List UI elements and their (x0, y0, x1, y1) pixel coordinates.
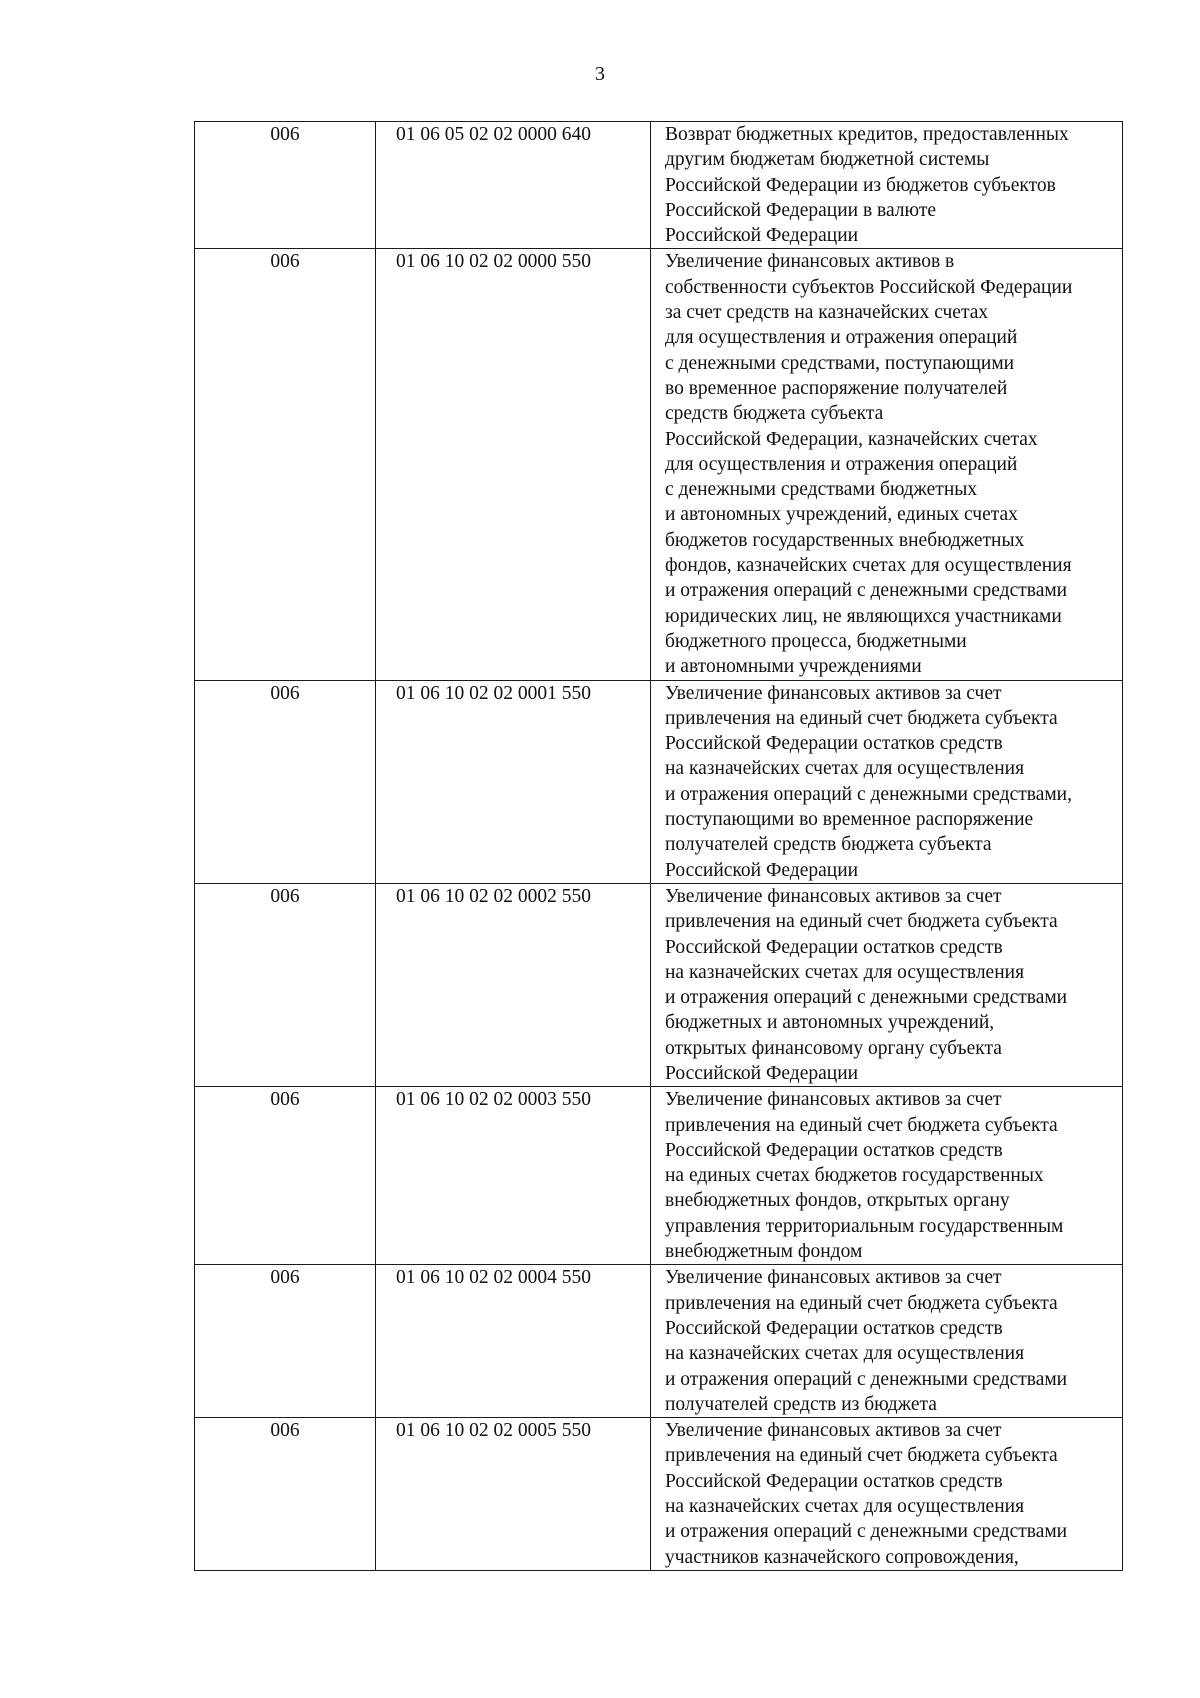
description-line: на единых счетах бюджетов государственных (665, 1165, 1044, 1187)
description-line: Увеличение финансовых активов за счет (665, 1089, 1002, 1111)
classification-code-cell: 01 06 10 02 02 0002 550 (376, 883, 651, 1086)
description-cell (651, 1087, 1123, 1265)
description-line: получателей средств бюджета субъекта (665, 834, 992, 856)
description-line: привлечения на единый счет бюджета субъекта (665, 1292, 1058, 1314)
description-line: на казначейских счетах для осуществления (665, 758, 1025, 780)
description-line: Российской Федерации, казначейских счетах (665, 428, 1038, 450)
description-line: поступающими во временное распоряжение (665, 809, 1034, 831)
description-line: Российской Федерации остатков средств (665, 1317, 1003, 1339)
classification-code-cell: 01 06 10 02 02 0005 550 (376, 1418, 651, 1571)
description-cell (651, 680, 1123, 883)
description-line: на казначейских счетах для осуществления (665, 961, 1025, 983)
description-line: с денежными средствами, поступающими (665, 352, 1015, 374)
description-line: бюджетов государственных внебюджетных (665, 529, 1025, 551)
description-line: средств бюджета субъекта (665, 403, 884, 425)
description-line: и автономными учреждениями (665, 656, 922, 678)
description-line: Увеличение финансовых активов за счет (665, 682, 1002, 704)
description-line: участников казначейского сопровождения, (665, 1546, 1019, 1568)
classification-code-cell: 01 06 10 02 02 0003 550 (376, 1087, 651, 1265)
page-number: 3 (595, 63, 605, 85)
description-line: для осуществления и отражения операций (665, 453, 1018, 475)
description-line: с денежными средствами бюджетных (665, 479, 978, 501)
classification-code-cell: 01 06 10 02 02 0004 550 (376, 1265, 651, 1418)
description-line: получателей средств из бюджета (665, 1393, 937, 1415)
admin-code-cell: 006 (195, 680, 376, 883)
description-line: и отражения операций с денежными средствами (665, 987, 1068, 1009)
description-line: Российской Федерации в валюте (665, 199, 937, 221)
description-line: и отражения операций с денежными средствами (665, 580, 1068, 602)
description-line: и отражения операций с денежными средствами, (665, 783, 1072, 805)
description-line: Российской Федерации (665, 859, 859, 881)
description-cell (651, 1265, 1123, 1418)
description-line: на казначейских счетах для осуществления (665, 1343, 1025, 1365)
description-cell (651, 1418, 1123, 1571)
admin-code-cell: 006 (195, 122, 376, 249)
description-line: управления территориальным государственным (665, 1215, 1064, 1237)
description-line: Увеличение финансовых активов за счет (665, 1267, 1002, 1289)
description-line: и отражения операций с денежными средствами (665, 1368, 1068, 1390)
description-line: привлечения на единый счет бюджета субъекта (665, 911, 1058, 933)
description-line: бюджетного процесса, бюджетными (665, 630, 967, 652)
description-line: открытых финансовому органу субъекта (665, 1037, 1002, 1059)
table-row (195, 122, 1123, 249)
classification-code-cell: 01 06 10 02 02 0000 550 (376, 249, 651, 680)
description-cell (651, 122, 1123, 249)
description-cell (651, 249, 1123, 680)
table-row (195, 883, 1123, 1086)
description-cell (651, 883, 1123, 1086)
description-line: Российской Федерации остатков средств (665, 936, 1003, 958)
description-line: Российской Федерации (665, 1062, 859, 1084)
admin-code-cell: 006 (195, 1418, 376, 1571)
description-line: Российской Федерации (665, 225, 859, 247)
description-line: юридических лиц, не являющихся участниками (665, 605, 1062, 627)
admin-code-cell: 006 (195, 249, 376, 680)
description-line: Российской Федерации остатков средств (665, 733, 1003, 755)
table-row (195, 1265, 1123, 1418)
table-row (195, 1418, 1123, 1571)
description-line: внебюджетных фондов, открытых органу (665, 1190, 1010, 1212)
table-body (195, 122, 1123, 1571)
description-line: Возврат бюджетных кредитов, предоставленных (665, 124, 1069, 145)
description-line: Увеличение финансовых активов в (665, 251, 955, 273)
table-row (195, 1087, 1123, 1265)
description-line: Увеличение финансовых активов за счет (665, 1420, 1002, 1442)
description-line: Российской Федерации из бюджетов субъектов (665, 174, 1056, 196)
description-line: и отражения операций с денежными средствами (665, 1521, 1068, 1543)
description-line: внебюджетным фондом (665, 1241, 863, 1263)
table-row (195, 249, 1123, 680)
description-line: Российской Федерации остатков средств (665, 1139, 1003, 1161)
admin-code-cell: 006 (195, 1265, 376, 1418)
table-row (195, 680, 1123, 883)
description-line: за счет средств на казначейских счетах (665, 302, 989, 324)
budget-classification-table (194, 121, 1123, 1571)
admin-code-cell: 006 (195, 883, 376, 1086)
description-line: и автономных учреждений, единых счетах (665, 504, 1018, 526)
description-line: фондов, казначейских счетах для осуществления (665, 555, 1072, 577)
description-line: привлечения на единый счет бюджета субъекта (665, 707, 1058, 729)
description-line: Увеличение финансовых активов за счет (665, 885, 1002, 907)
admin-code-cell: 006 (195, 1087, 376, 1265)
description-line: привлечения на единый счет бюджета субъекта (665, 1445, 1058, 1467)
description-line: во временное распоряжение получателей (665, 377, 1008, 399)
description-line: привлечения на единый счет бюджета субъекта (665, 1114, 1058, 1136)
description-line: бюджетных и автономных учреждений, (665, 1012, 995, 1034)
classification-code-cell: 01 06 10 02 02 0001 550 (376, 680, 651, 883)
classification-code-cell: 01 06 05 02 02 0000 640 (376, 122, 651, 249)
description-line: собственности субъектов Российской Федерации (665, 276, 1073, 298)
description-line: другим бюджетам бюджетной системы (665, 149, 990, 171)
description-line: Российской Федерации остатков средств (665, 1470, 1003, 1492)
description-line: на казначейских счетах для осуществления (665, 1496, 1025, 1518)
description-line: для осуществления и отражения операций (665, 327, 1018, 349)
